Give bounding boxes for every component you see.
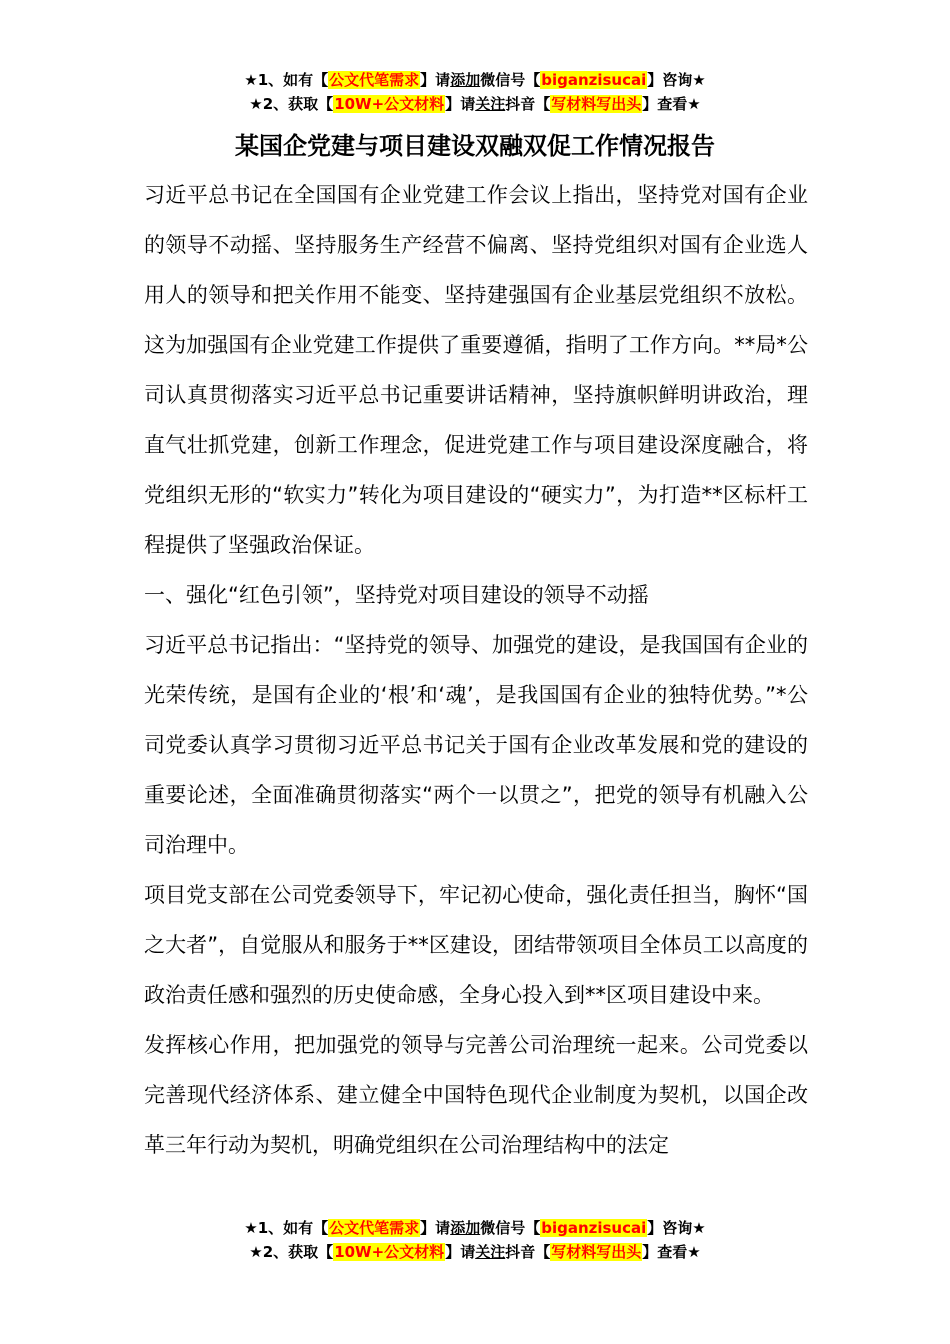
banner-highlight: 10W+公文材料 (334, 95, 445, 113)
document-body (144, 170, 808, 1170)
banner-highlight: 公文代笔需求 (329, 71, 420, 89)
banner-text: ★2、获取【 (249, 1243, 334, 1261)
banner-text: 抖音【 (505, 1243, 551, 1261)
banner-text: ★1、如有【 (244, 1219, 329, 1237)
banner-underlined: 添加 (450, 71, 481, 89)
banner-underlined: 添加 (450, 1219, 481, 1237)
banner-line-2 (0, 92, 950, 116)
banner-underlined: 关注 (475, 95, 506, 113)
banner-line-1 (0, 1216, 950, 1240)
footer-banner (0, 1216, 950, 1264)
header-banner (0, 68, 950, 116)
paragraph: 项目党支部在公司党委领导下，牢记初心使命，强化责任担当，胸怀“国之大者”，自觉服从和服务于**区建设，团结带领项目全体员工以高度的政治责任感和强烈的历史使命感，全身心投入到**区项目建设中来。 (144, 883, 808, 1007)
banner-text: 微信号【 (480, 1219, 541, 1237)
banner-line-2 (0, 1240, 950, 1264)
banner-underlined: 关注 (475, 1243, 506, 1261)
banner-text: 】请 (445, 95, 476, 113)
banner-highlight: biganzisucai (541, 1219, 647, 1237)
banner-text: ★1、如有【 (244, 71, 329, 89)
banner-text: 】请 (420, 71, 451, 89)
paragraph: 习近平总书记指出：“坚持党的领导、加强党的建设，是我国国有企业的光荣传统，是国有企业的‘根’和‘魂’，是我国国有企业的独特优势。”*公司党委认真学习贯彻习近平总书记关于国有企业改革发展和党的建设的重要论述，全面准确贯彻落实“两个一以贯之”，把党的领导有机融入公司治理中。 (144, 633, 808, 857)
banner-text: 】查看★ (642, 1243, 701, 1261)
document-title: 某国企党建与项目建设双融双促工作情况报告 (235, 132, 715, 160)
banner-highlight: 写材料写出头 (551, 1243, 642, 1261)
banner-highlight: 写材料写出头 (551, 95, 642, 113)
banner-text: 】请 (445, 1243, 476, 1261)
banner-text: 】请 (420, 1219, 451, 1237)
banner-line-1 (0, 68, 950, 92)
banner-text: 】查看★ (642, 95, 701, 113)
banner-highlight: biganzisucai (541, 71, 647, 89)
banner-text: 微信号【 (480, 71, 541, 89)
section-heading: 一、强化“红色引领”，坚持党对项目建设的领导不动摇 (144, 583, 649, 607)
banner-text: 抖音【 (505, 95, 551, 113)
banner-highlight: 10W+公文材料 (334, 1243, 445, 1261)
paragraph: 发挥核心作用，把加强党的领导与完善公司治理统一起来。公司党委以完善现代经济体系、建立健全中国特色现代企业制度为契机，以国企改革三年行动为契机，明确党组织在公司治理结构中的法定 (144, 1033, 808, 1157)
banner-text: ★2、获取【 (249, 95, 334, 113)
paragraph: 习近平总书记在全国国有企业党建工作会议上指出，坚持党对国有企业的领导不动摇、坚持服务生产经营不偏离、坚持党组织对国有企业选人用人的领导和把关作用不能变、坚持建强国有企业基层党组织不放松。这为加强国有企业党建工作提供了重要遵循，指明了工作方向。**局*公司认真贯彻落实习近平总书记重要讲话精神，坚持旗帜鲜明讲政治，理直气壮抓党建，创新工作理念，促进党建工作与项目建设深度融合，将党组织无形的“软实力”转化为项目建设的“硬实力”，为打造**区标杆工程提供了坚强政治保证。 (144, 183, 808, 557)
banner-text: 】咨询★ (647, 1219, 706, 1237)
banner-text: 】咨询★ (647, 71, 706, 89)
banner-highlight: 公文代笔需求 (329, 1219, 420, 1237)
